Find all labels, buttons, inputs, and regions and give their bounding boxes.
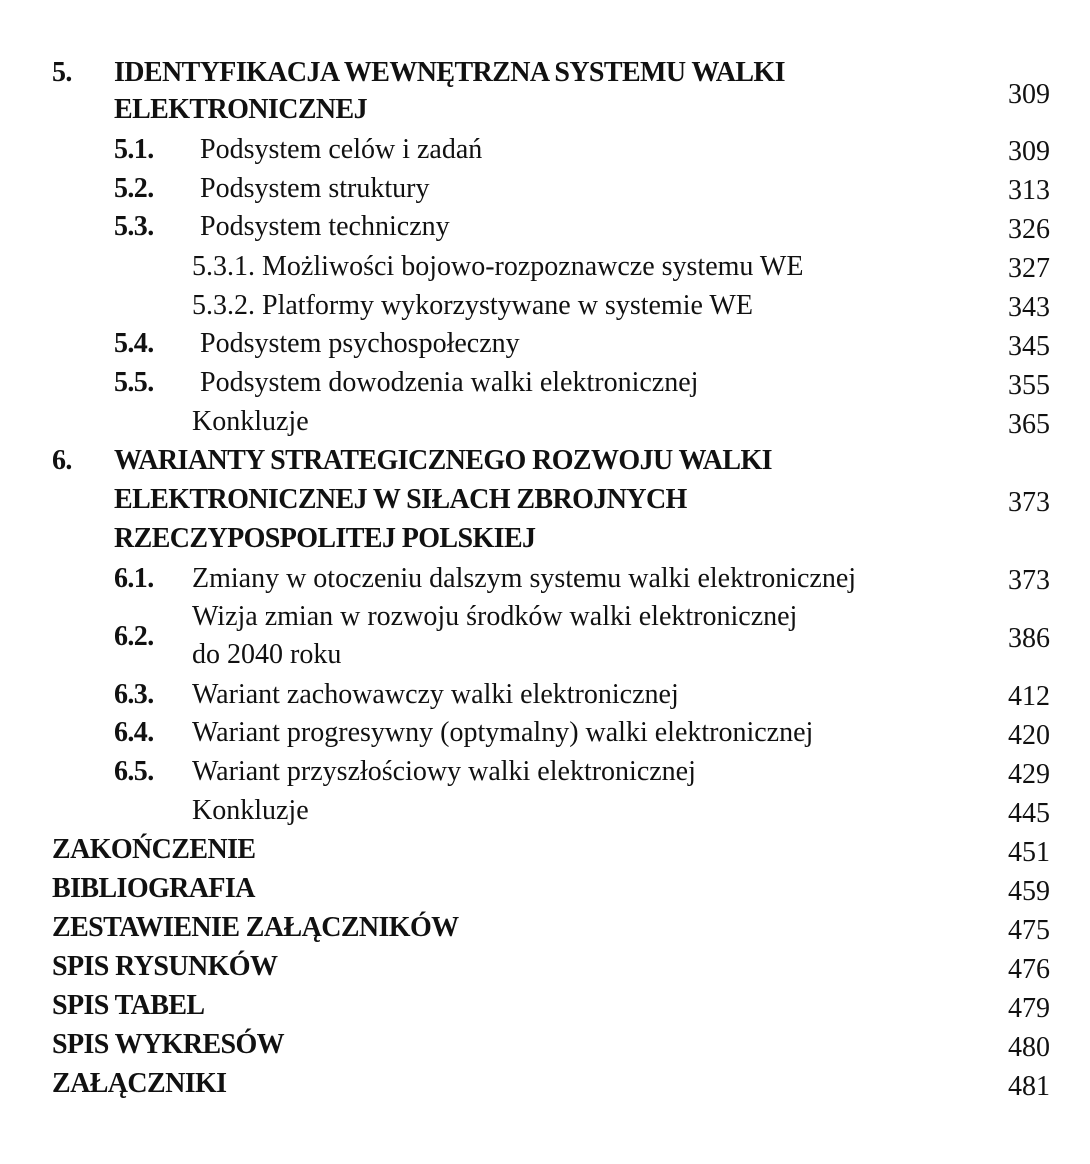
section-5-5-page: 355 (1008, 370, 1050, 401)
section-6-2-page: 386 (1008, 623, 1050, 654)
section-6-5-title: Wariant przyszłościowy walki elektronicznej (192, 756, 696, 787)
section-5-1-number: 5.1. (114, 134, 154, 165)
end-zalaczniki-page: 481 (1008, 1071, 1050, 1102)
chapter-5-conclusions-page: 365 (1008, 409, 1050, 440)
section-5-3-page: 326 (1008, 214, 1050, 245)
section-5-2-page: 313 (1008, 175, 1050, 206)
end-spis-rysunkow-page: 476 (1008, 954, 1050, 985)
section-5-5-number: 5.5. (114, 367, 154, 398)
section-5-3-number: 5.3. (114, 211, 154, 242)
section-6-3-number: 6.3. (114, 679, 154, 710)
end-spis-tabel-title: SPIS TABEL (52, 990, 205, 1021)
section-6-4-title: Wariant progresywny (optymalny) walki elektronicznej (192, 717, 814, 748)
end-zestawienie-page: 475 (1008, 915, 1050, 946)
section-5-2-title: Podsystem struktury (200, 173, 430, 204)
subsection-5-3-1-page: 327 (1008, 253, 1050, 284)
section-6-5-page: 429 (1008, 759, 1050, 790)
end-bibliografia-title: BIBLIOGRAFIA (52, 873, 255, 904)
section-6-2-title-line2: do 2040 roku (192, 639, 342, 670)
section-5-4-title: Podsystem psychospołeczny (200, 328, 520, 359)
chapter-6-number: 6. (52, 445, 72, 476)
end-zestawienie-title: ZESTAWIENIE ZAŁĄCZNIKÓW (52, 912, 459, 943)
section-6-2-title-line1: Wizja zmian w rozwoju środków walki elektronicznej (192, 601, 798, 632)
section-6-2-number: 6.2. (114, 621, 154, 652)
chapter-5-page: 309 (1008, 79, 1050, 110)
section-6-1-page: 373 (1008, 565, 1050, 596)
section-5-4-number: 5.4. (114, 328, 154, 359)
chapter-6-page: 373 (1008, 487, 1050, 518)
end-spis-rysunkow-title: SPIS RYSUNKÓW (52, 951, 278, 982)
section-6-4-number: 6.4. (114, 717, 154, 748)
chapter-6-title-line3: RZECZYPOSPOLITEJ POLSKIEJ (114, 523, 536, 554)
subsection-5-3-2-title: 5.3.2. Platformy wykorzystywane w systemie WE (192, 290, 753, 321)
chapter-5-number: 5. (52, 57, 72, 88)
section-6-1-number: 6.1. (114, 563, 154, 594)
section-6-4-page: 420 (1008, 720, 1050, 751)
section-5-3-title: Podsystem techniczny (200, 211, 450, 242)
section-5-4-page: 345 (1008, 331, 1050, 362)
section-5-1-page: 309 (1008, 136, 1050, 167)
end-zakonczenie-page: 451 (1008, 837, 1050, 868)
chapter-6-title-line2: ELEKTRONICZNEJ W SIŁACH ZBROJNYCH (114, 484, 687, 515)
chapter-5-title-line2: ELEKTRONICZNEJ (114, 94, 367, 125)
section-6-1-title: Zmiany w otoczeniu dalszym systemu walki elektronicznej (192, 563, 857, 594)
section-5-5-title: Podsystem dowodzenia walki elektronicznej (200, 367, 699, 398)
section-5-2-number: 5.2. (114, 173, 154, 204)
section-6-3-page: 412 (1008, 681, 1050, 712)
subsection-5-3-2-page: 343 (1008, 292, 1050, 323)
section-5-1-title: Podsystem celów i zadań (200, 134, 483, 165)
end-bibliografia-page: 459 (1008, 876, 1050, 907)
chapter-6-conclusions-page: 445 (1008, 798, 1050, 829)
end-spis-wykresow-title: SPIS WYKRESÓW (52, 1029, 285, 1060)
chapter-5-conclusions-title: Konkluzje (192, 406, 309, 437)
end-zalaczniki-title: ZAŁĄCZNIKI (52, 1068, 227, 1099)
end-zakonczenie-title: ZAKOŃCZENIE (52, 834, 256, 865)
section-6-3-title: Wariant zachowawczy walki elektronicznej (192, 679, 679, 710)
chapter-6-title-line1: WARIANTY STRATEGICZNEGO ROZWOJU WALKI (114, 445, 772, 476)
section-6-5-number: 6.5. (114, 756, 154, 787)
end-spis-tabel-page: 479 (1008, 993, 1050, 1024)
end-spis-wykresow-page: 480 (1008, 1032, 1050, 1063)
subsection-5-3-1-title: 5.3.1. Możliwości bojowo-rozpoznawcze systemu WE (192, 251, 804, 282)
chapter-5-title-line1: IDENTYFIKACJA WEWNĘTRZNA SYSTEMU WALKI (114, 57, 785, 88)
chapter-6-conclusions-title: Konkluzje (192, 795, 309, 826)
